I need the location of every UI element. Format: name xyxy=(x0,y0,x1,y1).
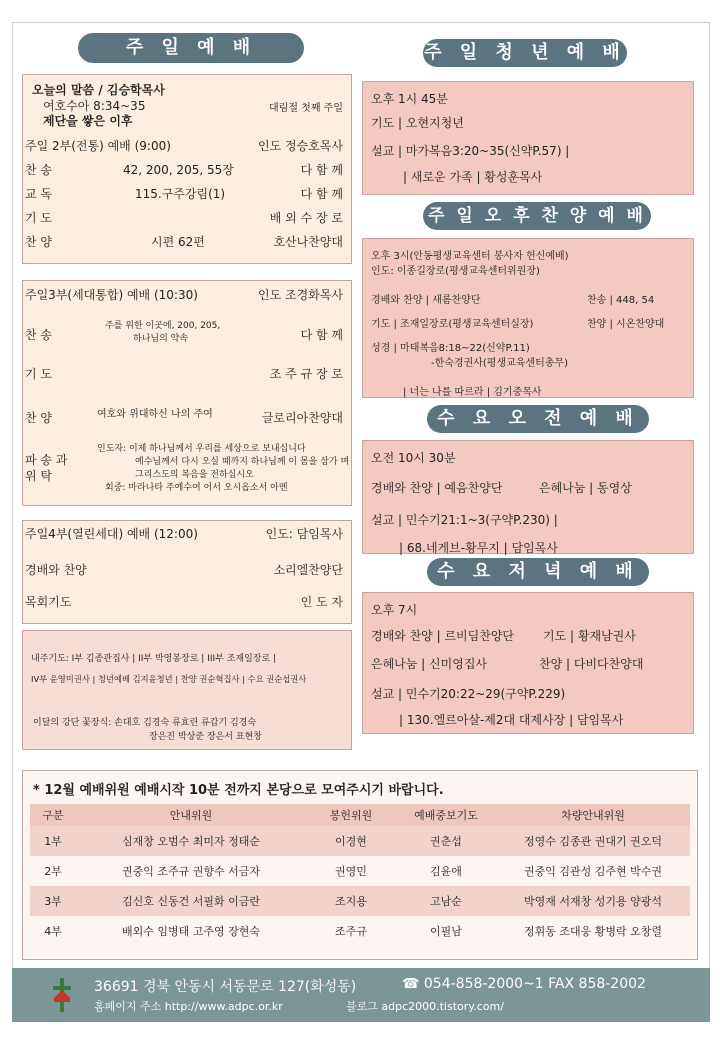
wed-evening-sermon: 설교 | 민수기20:22~29(구약P.229) xyxy=(371,687,566,701)
service3-send-line: 그리스도의 복음을 전하십시오 xyxy=(135,470,254,480)
wed-morning-time: 오전 10시 30분 xyxy=(371,451,456,465)
wed-morning-sermon: 설교 | 민수기21:1~3(구약P.230) | xyxy=(371,513,558,527)
wed-evening-box xyxy=(362,592,694,734)
prayer-line: IV부 윤영미권사 | 청년예배 김지윤청년 | 찬양 권순혁집사 | 수요 권순섭권사 xyxy=(31,674,307,684)
service3-hymn-value-2: 하나님의 약속 xyxy=(133,334,189,344)
service2-row-value: 시편 62편 xyxy=(151,235,205,249)
youth-box xyxy=(362,81,694,195)
afternoon-praise: 경배와 찬양 | 새롬찬양단 xyxy=(371,295,481,306)
service4-row-right: 소리엘찬양단 xyxy=(273,563,343,577)
service2-row-label: 교 독 xyxy=(25,187,52,201)
sermon-text: 여호수아 8:34~35 xyxy=(43,99,146,113)
usher-table xyxy=(30,804,690,946)
table-cell: 정영수 김종관 권대기 권오덕 xyxy=(496,826,690,856)
table-cell: 이경현 xyxy=(306,826,396,856)
church-cross-logo-icon xyxy=(50,976,74,1014)
usher-col-header: 예배중보기도 xyxy=(396,804,496,826)
service4-row-label: 경배와 찬양 xyxy=(25,563,87,577)
service2-header: 주일 2부(전통) 예배 (9:00) xyxy=(25,139,171,153)
sermon-subtitle: 제단을 쌓은 이후 xyxy=(43,114,133,128)
usher-col-header: 봉헌위원 xyxy=(306,804,396,826)
table-row xyxy=(30,856,690,886)
table-row xyxy=(30,886,690,916)
table-cell: 정휘동 조대웅 황병락 오창렬 xyxy=(523,925,662,938)
wed-evening-choir: 찬양 | 다비다찬양대 xyxy=(539,657,644,671)
wed-evening-prayer: 기도 | 황재남권사 xyxy=(543,629,636,643)
youth-sermon: 설교 | 마가복음3:20~35(신약P.57) | xyxy=(371,144,570,158)
service2-row-label: 기 도 xyxy=(25,211,52,225)
table-cell: 권중익 김관성 김주현 박수권 xyxy=(523,865,662,878)
service3-send-line: 회중: 마라나타 주예수여 어서 오시옵소서 아멘 xyxy=(105,483,288,493)
service3-send-label-2: 위 탁 xyxy=(25,469,52,483)
table-cell: 권중익 조주규 권향수 서금자 xyxy=(121,865,260,878)
service3-prayer-right: 조 주 규 장 로 xyxy=(269,367,343,381)
wed-morning-title: 수 요 오 전 예 배 xyxy=(427,405,649,433)
service4-row-label: 목회기도 xyxy=(25,595,72,609)
table-row xyxy=(30,916,690,946)
service3-hymn-right: 다 함 께 xyxy=(300,328,343,342)
wed-evening-grace: 은혜나눔 | 신미영집사 xyxy=(371,657,488,671)
table-cell: 권춘섭 xyxy=(396,826,496,856)
service2-box xyxy=(22,74,352,264)
table-cell: 조지용 xyxy=(306,886,396,916)
service2-row-right: 배 외 수 장 로 xyxy=(269,211,343,225)
service2-row-right: 다 함 께 xyxy=(300,187,343,201)
notice-box xyxy=(22,630,352,750)
service2-row-label: 찬 양 xyxy=(25,235,52,249)
wed-evening-sermon-2: | 130.엘르아살-제2대 대제사장 | 담임목사 xyxy=(399,713,624,727)
table-cell: 심재창 오범수 최미자 정태순 xyxy=(76,826,306,856)
afternoon-hymn: 찬송 | 448, 54 xyxy=(587,295,655,306)
table-cell: 1부 xyxy=(30,826,76,856)
table-cell: 3부 xyxy=(30,886,76,916)
service3-box xyxy=(22,280,352,506)
sermon-heading: 오늘의 말씀 / 김승학목사 xyxy=(32,83,165,97)
afternoon-sermon: | 너는 나를 따르라 | 김기중목사 xyxy=(403,387,542,398)
table-cell: 고남순 xyxy=(396,886,496,916)
service3-leader: 인도 조경화목사 xyxy=(258,288,343,302)
table-cell: 김신호 신동건 서필화 이금란 xyxy=(76,886,306,916)
youth-prayer: 기도 | 오현지청년 xyxy=(371,116,464,130)
service2-row-value: 115.구주강림(1) xyxy=(135,187,226,201)
youth-time: 오후 1시 45분 xyxy=(371,92,448,106)
afternoon-box xyxy=(362,238,694,398)
usher-col-header: 안내위원 xyxy=(76,804,306,826)
service3-send-line: 예수님께서 다시 오실 때까지 하나님께 이 몸을 삼가 며 xyxy=(135,457,350,467)
flower-line: 장은진 박상준 장은서 표현창 xyxy=(149,732,262,742)
afternoon-service-title: 주 일 오 후 찬 양 예 배 xyxy=(423,202,651,230)
table-cell: 권영민 xyxy=(335,865,367,878)
season-label: 대림절 첫째 주일 xyxy=(269,103,343,114)
table-row xyxy=(30,826,690,856)
service4-row-right: 인 도 자 xyxy=(300,595,343,609)
wed-morning-sermon-2: | 68.네게브-황무지 | 담임목사 xyxy=(399,541,558,555)
service3-choir-value: 여호와 위대하신 나의 주여 xyxy=(97,409,213,420)
usher-title: * 12월 예배위원 예배시작 10분 전까지 본당으로 모여주시기 바랍니다. xyxy=(33,783,444,798)
footer-blog[interactable]: 블로그 adpc2000.tistory.com/ xyxy=(346,1000,504,1013)
wed-morning-praise: 경배와 찬양 | 예음찬양단 xyxy=(371,481,503,495)
usher-col-header: 차량안내위원 xyxy=(496,804,690,826)
service4-leader: 인도: 담임목사 xyxy=(265,527,343,541)
table-cell: 4부 xyxy=(44,925,62,938)
afternoon-bible: 성경 | 마태복음8:18~22(신약P.11) xyxy=(371,343,530,354)
service3-send-line: 인도자: 이제 하나님께서 우리를 세상으로 보내십니다 xyxy=(97,444,306,454)
service3-hymn-label: 찬 송 xyxy=(25,328,52,342)
table-cell: 조주규 xyxy=(335,925,367,938)
youth-service-title: 주 일 청 년 예 배 xyxy=(423,39,627,67)
wed-evening-time: 오후 7시 xyxy=(371,603,418,617)
footer-address: 36691 경북 안동시 서동문로 127(화성동) xyxy=(94,979,357,995)
service3-prayer-label: 기 도 xyxy=(25,367,52,381)
afternoon-line: 오후 3시(안동평생교육센터 봉사자 헌신예배) xyxy=(371,251,569,262)
youth-sermon-2: | 새로운 가족 | 황성훈목사 xyxy=(403,170,543,184)
afternoon-bible-2: -한숙경권사(평생교육센터총무) xyxy=(431,358,568,369)
table-cell: 이필남 xyxy=(430,925,462,938)
sunday-service-title: 주 일 예 배 xyxy=(78,33,304,63)
flower-line: 이달의 강단 꽃장식: 손대호 김경숙 류효린 류갑기 김경숙 xyxy=(33,718,257,728)
footer-phone: ☎ 054-858-2000~1 FAX 858-2002 xyxy=(402,976,646,992)
wed-morning-box xyxy=(362,440,694,554)
service4-header: 주일4부(열린세대) 예배 (12:00) xyxy=(25,527,198,541)
wed-morning-grace: 은혜나눔 | 동영상 xyxy=(539,481,632,495)
service2-row-right: 호산나찬양대 xyxy=(273,235,343,249)
afternoon-choir: 찬양 | 시온찬양대 xyxy=(587,319,665,330)
service3-choir-right: 글로리아찬양대 xyxy=(261,411,343,425)
footer-homepage[interactable]: 홈페이지 주소 http://www.adpc.or.kr xyxy=(94,1000,283,1013)
service3-send-label: 파 송 과 xyxy=(25,453,68,467)
footer xyxy=(12,968,710,1022)
service2-row-label: 찬 송 xyxy=(25,163,52,177)
wed-evening-praise: 경배와 찬양 | 르비딤찬양단 xyxy=(371,629,514,643)
service2-row-value: 42, 200, 205, 55장 xyxy=(123,163,234,177)
service3-header: 주일3부(세대통합) 예배 (10:30) xyxy=(25,288,198,302)
service3-hymn-value: 주를 위한 이곳에, 200, 205, xyxy=(105,321,221,331)
service4-box xyxy=(22,520,352,624)
usher-col-header: 구분 xyxy=(30,804,76,826)
afternoon-prayer: 기도 | 조재일장로(평생교육센터실장) xyxy=(371,319,534,330)
table-cell: 2부 xyxy=(44,865,62,878)
service2-row-right: 다 함 께 xyxy=(300,163,343,177)
wed-evening-title: 수 요 저 녁 예 배 xyxy=(427,558,649,586)
table-cell: 김윤애 xyxy=(430,865,462,878)
service3-choir-label: 찬 양 xyxy=(25,411,52,425)
table-cell: 배외수 임병태 고주영 장현숙 xyxy=(121,925,260,938)
table-cell: 박영재 서재창 성기용 양광석 xyxy=(496,886,690,916)
service2-leader: 인도 정승호목사 xyxy=(258,139,343,153)
afternoon-line: 인도: 이종길장로(평생교육센터위원장) xyxy=(371,266,540,277)
prayer-line: 내주기도: I부 김종관집사 | II부 박영봉장로 | III부 조재일장로 | xyxy=(31,654,277,664)
